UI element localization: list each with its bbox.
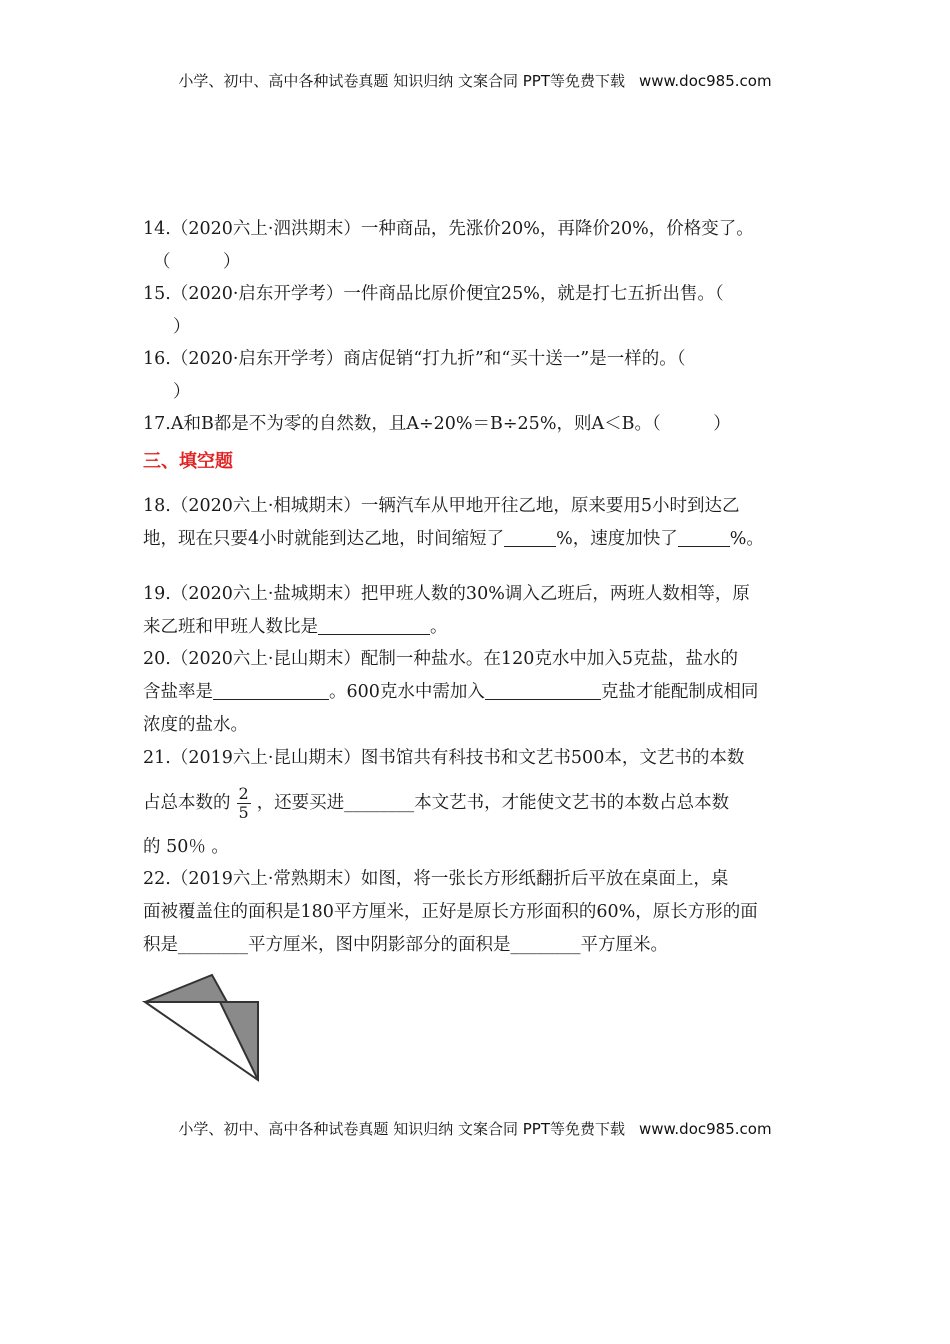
q18-line2 — [143, 523, 808, 556]
q18-line1: 18.（2020六上·相城期末）一辆汽车从甲地开往乙地，原来要用5小时到达乙 — [143, 496, 740, 516]
q20-line3: 浓度的盐水。 — [143, 715, 248, 735]
question-18 — [143, 490, 808, 556]
q19-line2 — [143, 611, 808, 644]
q20-text-b: 。600克水中需加入 — [329, 682, 485, 702]
q17-text: 17.A和B都是不为零的自然数，且A÷20%＝B÷25%，则A＜B。（ ） — [143, 414, 731, 434]
question-17 — [143, 408, 808, 441]
folded-rectangle-figure — [140, 970, 270, 1085]
q18-text-a: 地，现在只要4小时就能到达乙地，时间缩短了 — [143, 529, 505, 549]
header-text: 小学、初中、高中各种试卷真题 知识归纳 文案合同 PPT等免费下载 — [178, 72, 625, 90]
question-15 — [143, 278, 808, 344]
shaded-triangle-top — [145, 975, 227, 1002]
question-16 — [143, 343, 808, 409]
footer-url[interactable]: www.doc985.com — [638, 1120, 772, 1138]
q14-answer-paren: （ ） — [153, 252, 241, 272]
q16-text: 16.（2020·启东开学考）商店促销“打九折”和“买十送一”是一样的。（ — [143, 349, 686, 369]
q19-line1: 19.（2020六上·盐城期末）把甲班人数的30%调入乙班后，两班人数相等，原 — [143, 584, 750, 604]
q21-line3: 的 50％ 。 — [143, 837, 229, 857]
q18-blank-speed[interactable] — [678, 526, 730, 547]
q21-text-b: ，还要买进________本文艺书，才能使文艺书的本数占总本数 — [256, 793, 730, 813]
header-url[interactable]: www.doc985.com — [638, 72, 772, 90]
q19-text-a: 来乙班和甲班人数比是 — [143, 617, 318, 637]
q21-line1: 21.（2019六上·昆山期末）图书馆共有科技书和文艺书500本，文艺书的本数 — [143, 748, 745, 768]
q18-text-b: %，速度加快了 — [556, 529, 678, 549]
q20-text-a: 含盐率是 — [143, 682, 213, 702]
question-22 — [143, 863, 808, 962]
page-header — [0, 70, 950, 91]
question-20 — [143, 643, 808, 742]
q19-blank-ratio[interactable] — [318, 614, 430, 635]
q22-line1: 22.（2019六上·常熟期末）如图，将一张长方形纸翻折后平放在桌面上，桌 — [143, 869, 729, 889]
footer-text: 小学、初中、高中各种试卷真题 知识归纳 文案合同 PPT等免费下载 — [178, 1120, 625, 1138]
q18-text-c: %。 — [729, 529, 764, 549]
q19-text-b: 。 — [430, 617, 448, 637]
q22-line2: 面被覆盖住的面积是180平方厘米，正好是原长方形面积的60%，原长方形的面 — [143, 902, 758, 922]
q21-line2 — [143, 775, 808, 831]
q20-line1: 20.（2020六上·昆山期末）配制一种盐水。在120克水中加入5克盐，盐水的 — [143, 649, 738, 669]
q20-text-c: 克盐才能配制成相同 — [600, 682, 759, 702]
question-14 — [143, 213, 808, 279]
q20-blank-salt[interactable] — [485, 679, 601, 700]
q20-blank-rate[interactable] — [213, 679, 329, 700]
section-title-fill-in: 三、填空题 — [143, 451, 233, 472]
question-21 — [143, 742, 808, 864]
q15-text: 15.（2020·启东开学考）一件商品比原价便宜25%，就是打七五折出售。（ — [143, 284, 724, 304]
q16-paren-close: ） — [173, 382, 191, 402]
q18-blank-time[interactable] — [504, 526, 556, 547]
q22-line3: 积是________平方厘米，图中阴影部分的面积是________平方厘米。 — [143, 935, 668, 955]
question-19 — [143, 578, 808, 644]
page-footer — [0, 1118, 950, 1139]
q14-text: 14.（2020六上·泗洪期末）一种商品，先涨价20%，再降价20%，价格变了。 — [143, 219, 754, 239]
fraction-two-fifths — [237, 785, 251, 822]
q21-text-a: 占总本数的 — [143, 793, 231, 813]
fraction-numerator: 2 — [238, 784, 249, 803]
fraction-denominator: 5 — [238, 803, 249, 822]
q20-line2 — [143, 676, 808, 709]
q15-paren-close: ） — [173, 317, 191, 337]
